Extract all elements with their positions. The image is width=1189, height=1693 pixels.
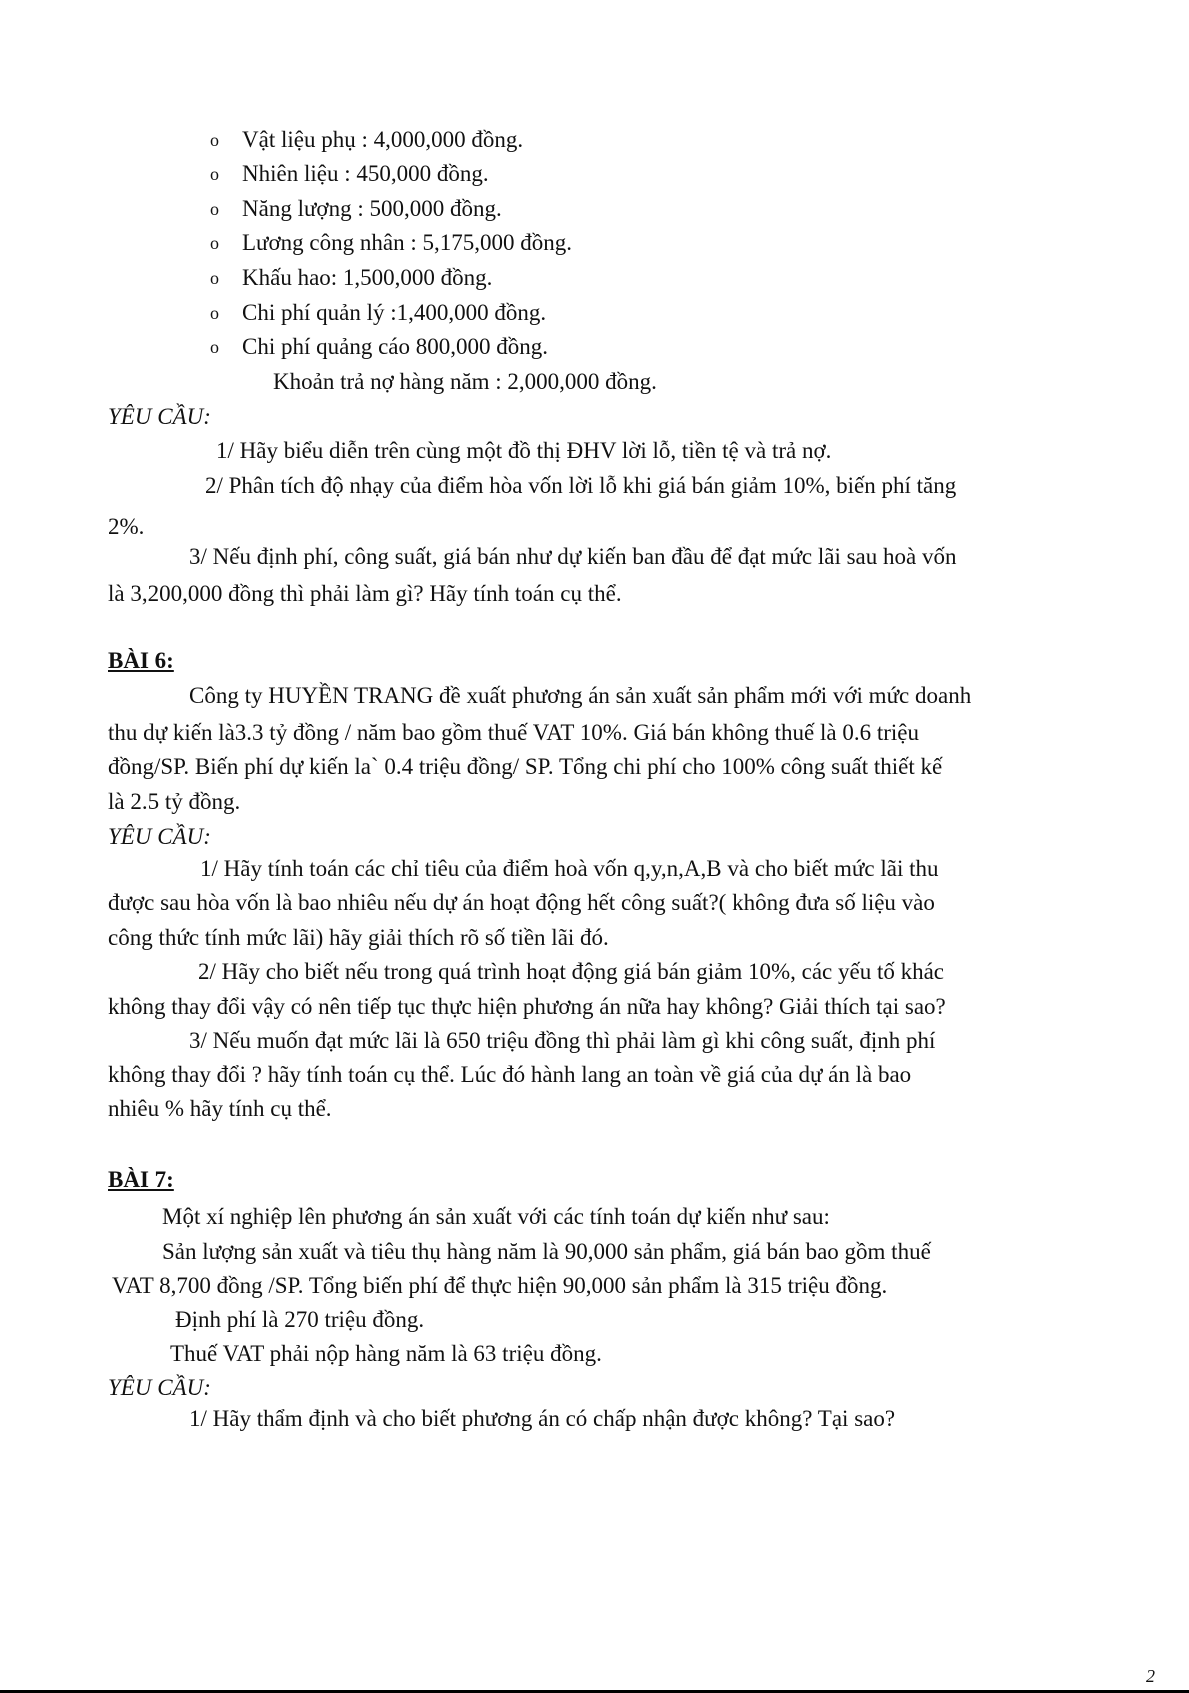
requirement: 1/ Hãy biểu diễn trên cùng một đồ thị ĐHV lời lỗ, tiền tệ và trả nợ. bbox=[216, 438, 832, 463]
requirement: 2%. bbox=[108, 514, 145, 539]
requirements-label: YÊU CẦU: bbox=[108, 1375, 211, 1400]
paragraph-line: là 2.5 tỷ đồng. bbox=[108, 789, 241, 814]
requirement: được sau hòa vốn là bao nhiêu nếu dự án hoạt động hết công suất?( không đưa số liệu vào bbox=[108, 890, 935, 915]
bullet-icon: o bbox=[210, 199, 219, 219]
paragraph-line: Một xí nghiệp lên phương án sản xuất với các tính toán dự kiến như sau: bbox=[162, 1204, 830, 1229]
bullet-icon: o bbox=[210, 233, 219, 253]
bullet-icon: o bbox=[210, 164, 219, 184]
exercise-7-title: BÀI 7: bbox=[108, 1167, 174, 1192]
paragraph-line: đồng/SP. Biến phí dự kiến la` 0.4 triệu đồng/ SP. Tổng chi phí cho 100% công suất thiết kế bbox=[108, 754, 943, 779]
requirements-label: YÊU CẦU: bbox=[108, 824, 211, 849]
requirement: 1/ Hãy tính toán các chỉ tiêu của điểm hoà vốn q,y,n,A,B và cho biết mức lãi thu bbox=[200, 856, 939, 881]
exercise-6-title: BÀI 6: bbox=[108, 648, 174, 673]
requirement: là 3,200,000 đồng thì phải làm gì? Hãy tính toán cụ thể. bbox=[108, 581, 622, 606]
requirement: công thức tính mức lãi) hãy giải thích rõ số tiền lãi đó. bbox=[108, 925, 609, 950]
requirement: nhiêu % hãy tính cụ thể. bbox=[108, 1096, 332, 1121]
cost-item: Chi phí quản lý :1,400,000 đồng. bbox=[242, 300, 547, 325]
cost-item: Lương công nhân : 5,175,000 đồng. bbox=[242, 230, 572, 255]
requirement: 1/ Hãy thẩm định và cho biết phương án có chấp nhận được không? Tại sao? bbox=[189, 1406, 896, 1431]
requirement: 3/ Nếu định phí, công suất, giá bán như dự kiến ban đầu để đạt mức lãi sau hoà vốn bbox=[189, 544, 957, 569]
paragraph-line: Sản lượng sản xuất và tiêu thụ hàng năm là 90,000 sản phẩm, giá bán bao gồm thuế bbox=[162, 1239, 931, 1264]
cost-item: Nhiên liệu : 450,000 đồng. bbox=[242, 161, 489, 186]
requirement: 3/ Nếu muốn đạt mức lãi là 650 triệu đồng thì phải làm gì khi công suất, định phí bbox=[189, 1028, 936, 1053]
bullet-icon: o bbox=[210, 303, 219, 323]
cost-item: Khấu hao: 1,500,000 đồng. bbox=[242, 265, 493, 290]
paragraph-line: thu dự kiến là3.3 tỷ đồng / năm bao gồm thuế VAT 10%. Giá bán không thuế là 0.6 triệu bbox=[108, 720, 919, 745]
paragraph-line: Thuế VAT phải nộp hàng năm là 63 triệu đồng. bbox=[170, 1341, 602, 1366]
cost-item: Vật liệu phụ : 4,000,000 đồng. bbox=[242, 127, 524, 152]
cost-item: Năng lượng : 500,000 đồng. bbox=[242, 196, 502, 221]
paragraph-line: VAT 8,700 đồng /SP. Tổng biến phí để thực hiện 90,000 sản phẩm là 315 triệu đồng. bbox=[112, 1273, 888, 1298]
requirements-label: YÊU CẦU: bbox=[108, 404, 211, 429]
cost-item: Chi phí quảng cáo 800,000 đồng. bbox=[242, 334, 548, 359]
paragraph-line: Công ty HUYỀN TRANG đề xuất phương án sản xuất sản phẩm mới với mức doanh bbox=[189, 683, 972, 708]
bullet-icon: o bbox=[210, 130, 219, 150]
requirement: không thay đổi vậy có nên tiếp tục thực hiện phương án nữa hay không? Giải thích tại sao? bbox=[108, 994, 946, 1019]
requirement: không thay đổi ? hãy tính toán cụ thể. Lúc đó hành lang an toàn về giá của dự án là bao bbox=[108, 1062, 912, 1087]
bullet-icon: o bbox=[210, 337, 219, 357]
bullet-icon: o bbox=[210, 268, 219, 288]
requirement: 2/ Hãy cho biết nếu trong quá trình hoạt động giá bán giảm 10%, các yếu tố khác bbox=[198, 959, 945, 984]
paragraph-line: Định phí là 270 triệu đồng. bbox=[175, 1307, 425, 1332]
requirement: 2/ Phân tích độ nhạy của điểm hòa vốn lời lỗ khi giá bán giảm 10%, biến phí tăng bbox=[205, 473, 957, 498]
debt-line: Khoản trả nợ hàng năm : 2,000,000 đồng. bbox=[273, 369, 657, 394]
page-number: 2 bbox=[1146, 1666, 1155, 1686]
